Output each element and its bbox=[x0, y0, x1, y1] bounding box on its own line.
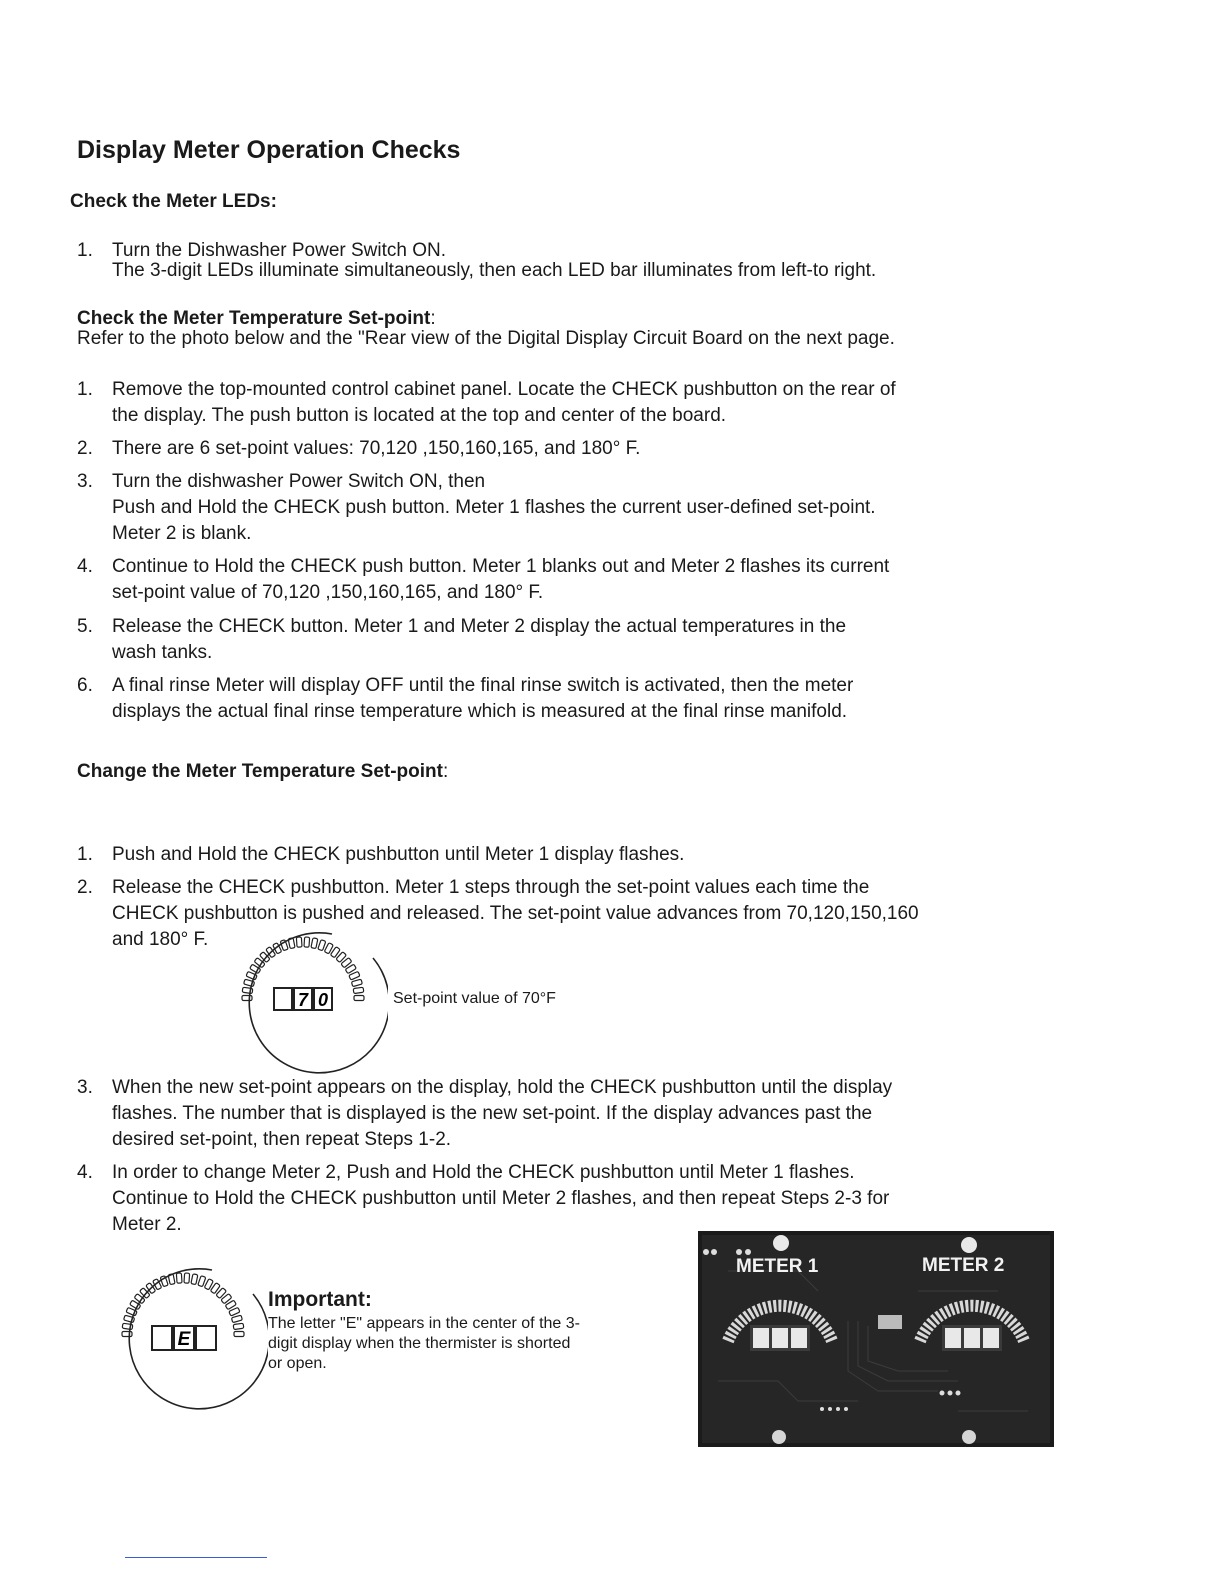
step-line: In order to change Meter 2, Push and Hold the CHECK pushbutton until Meter 1 flashes. bbox=[112, 1162, 855, 1183]
step-number: 5. bbox=[77, 616, 93, 637]
step-line: Continue to Hold the CHECK pushbutton until Meter 2 flashes, and then repeat Steps 2-3 for bbox=[112, 1188, 890, 1209]
step-line: displays the actual final rinse temperature which is measured at the final rinse manifold. bbox=[112, 701, 848, 722]
led-bar-segment bbox=[233, 1323, 244, 1329]
footer-rule bbox=[125, 1557, 267, 1558]
step-line: wash tanks. bbox=[112, 642, 213, 663]
step-number: 4. bbox=[77, 1162, 93, 1183]
led-bar-segment bbox=[231, 1315, 242, 1323]
step-number: 3. bbox=[77, 471, 93, 492]
step-line: Push and Hold the CHECK push button. Meter 1 flashes the current user-defined set-point. bbox=[112, 497, 876, 518]
step-number: 2. bbox=[77, 438, 93, 459]
step-line: the display. The push button is located at the top and center of the board. bbox=[112, 405, 727, 426]
led-bar-segment bbox=[122, 1323, 133, 1329]
mounting-hole bbox=[961, 1237, 977, 1253]
three-digit-display bbox=[152, 1326, 216, 1350]
led-bar-segment bbox=[354, 996, 364, 1001]
step-line: and 180° F. bbox=[112, 929, 209, 950]
step-text: The 3-digit LEDs illuminate simultaneously, then each LED bar illuminates from left-to right. bbox=[112, 260, 877, 281]
error-gauge-illustration bbox=[108, 1262, 268, 1412]
step-line: desired set-point, then repeat Steps 1-2. bbox=[112, 1129, 452, 1150]
step-line: There are 6 set-point values: 70,120 ,150,160,165, and 180° F. bbox=[112, 438, 641, 459]
step-number: 1. bbox=[77, 240, 93, 261]
step-number: 3. bbox=[77, 1077, 93, 1098]
step-line: Release the CHECK pushbutton. Meter 1 steps through the set-point values each time the bbox=[112, 877, 870, 898]
meter2-label: METER 2 bbox=[922, 1255, 1005, 1276]
mounting-hole bbox=[962, 1430, 976, 1444]
important-heading: Important: bbox=[268, 1288, 372, 1311]
step-line: set-point value of 70,120 ,150,160,165, and 180° F. bbox=[112, 582, 544, 603]
meter1-label: METER 1 bbox=[736, 1256, 819, 1277]
section-heading-change-setpoint bbox=[77, 759, 448, 785]
led-bar-segment bbox=[122, 1332, 132, 1337]
digit-3: 0 bbox=[317, 990, 329, 1010]
three-digit-display bbox=[274, 988, 332, 1010]
mounting-hole bbox=[773, 1235, 789, 1251]
section-heading-check-leds: Check the Meter LEDs: bbox=[70, 191, 277, 212]
page-title: Display Meter Operation Checks bbox=[77, 136, 461, 164]
step-number: 2. bbox=[77, 877, 93, 898]
led-bar-segment bbox=[304, 937, 310, 947]
gauge-caption: Set-point value of 70°F bbox=[393, 990, 556, 1007]
led-bar-segment bbox=[176, 1273, 182, 1283]
led-bar-segment bbox=[191, 1274, 198, 1285]
step-line: Meter 2. bbox=[112, 1214, 182, 1235]
step-line: Meter 2 is blank. bbox=[112, 523, 252, 544]
mounting-hole bbox=[772, 1430, 786, 1444]
check-pushbutton bbox=[878, 1315, 902, 1329]
digit-2: 7 bbox=[297, 990, 309, 1010]
step-line: Push and Hold the CHECK pushbutton until Meter 1 display flashes. bbox=[112, 844, 685, 865]
step-line: Release the CHECK button. Meter 1 and Meter 2 display the actual temperatures in the bbox=[112, 616, 847, 637]
heading-label: Check the Meter Temperature Set-point bbox=[77, 308, 431, 329]
step-line: Remove the top-mounted control cabinet panel. Locate the CHECK pushbutton on the rear of bbox=[112, 379, 896, 400]
led-bar-segment bbox=[311, 938, 318, 949]
heading-colon: : bbox=[442, 761, 449, 782]
section-intro: Refer to the photo below and the "Rear view of the Digital Display Circuit Board on the next page. bbox=[77, 328, 895, 349]
step-number: 1. bbox=[77, 844, 93, 865]
led-bar-segment bbox=[242, 987, 253, 993]
step-number: 6. bbox=[77, 675, 93, 696]
step-line: Continue to Hold the CHECK push button. Meter 1 blanks out and Meter 2 flashes its current bbox=[112, 556, 890, 577]
led-bar-segment bbox=[318, 940, 326, 951]
step-line: CHECK pushbutton is pushed and released. The set-point value advances from 70,120,150,160 bbox=[112, 903, 919, 924]
led-bar-segment bbox=[242, 996, 252, 1001]
led-bar-segment bbox=[296, 937, 302, 947]
led-bar-segment bbox=[353, 987, 364, 993]
led-bar-segment bbox=[234, 1332, 244, 1337]
circuit-board-photo bbox=[698, 1231, 1054, 1447]
step-line: Turn the dishwasher Power Switch ON, then bbox=[112, 471, 486, 492]
important-text: The letter "E" appears in the center of the 3-digit display when the thermister is shorted or open. bbox=[268, 1315, 580, 1372]
step-line: flashes. The number that is displayed is the new set-point. If the display advances past the bbox=[112, 1103, 873, 1124]
heading-label: Change the Meter Temperature Set-point bbox=[77, 761, 443, 782]
step-text: Turn the Dishwasher Power Switch ON. bbox=[112, 240, 447, 261]
led-bar-segment bbox=[184, 1273, 190, 1283]
step-number: 1. bbox=[77, 379, 93, 400]
led-bar-segment bbox=[351, 979, 362, 987]
heading-colon: : bbox=[430, 308, 436, 329]
led-bar-segment bbox=[198, 1276, 206, 1287]
setpoint-gauge-illustration bbox=[228, 926, 388, 1076]
step-line: A final rinse Meter will display OFF until the final rinse switch is activated, then the meter bbox=[112, 675, 854, 696]
digit-2: E bbox=[177, 1329, 191, 1350]
step-line: When the new set-point appears on the display, hold the CHECK pushbutton until the display bbox=[112, 1077, 893, 1098]
step-number: 4. bbox=[77, 556, 93, 577]
